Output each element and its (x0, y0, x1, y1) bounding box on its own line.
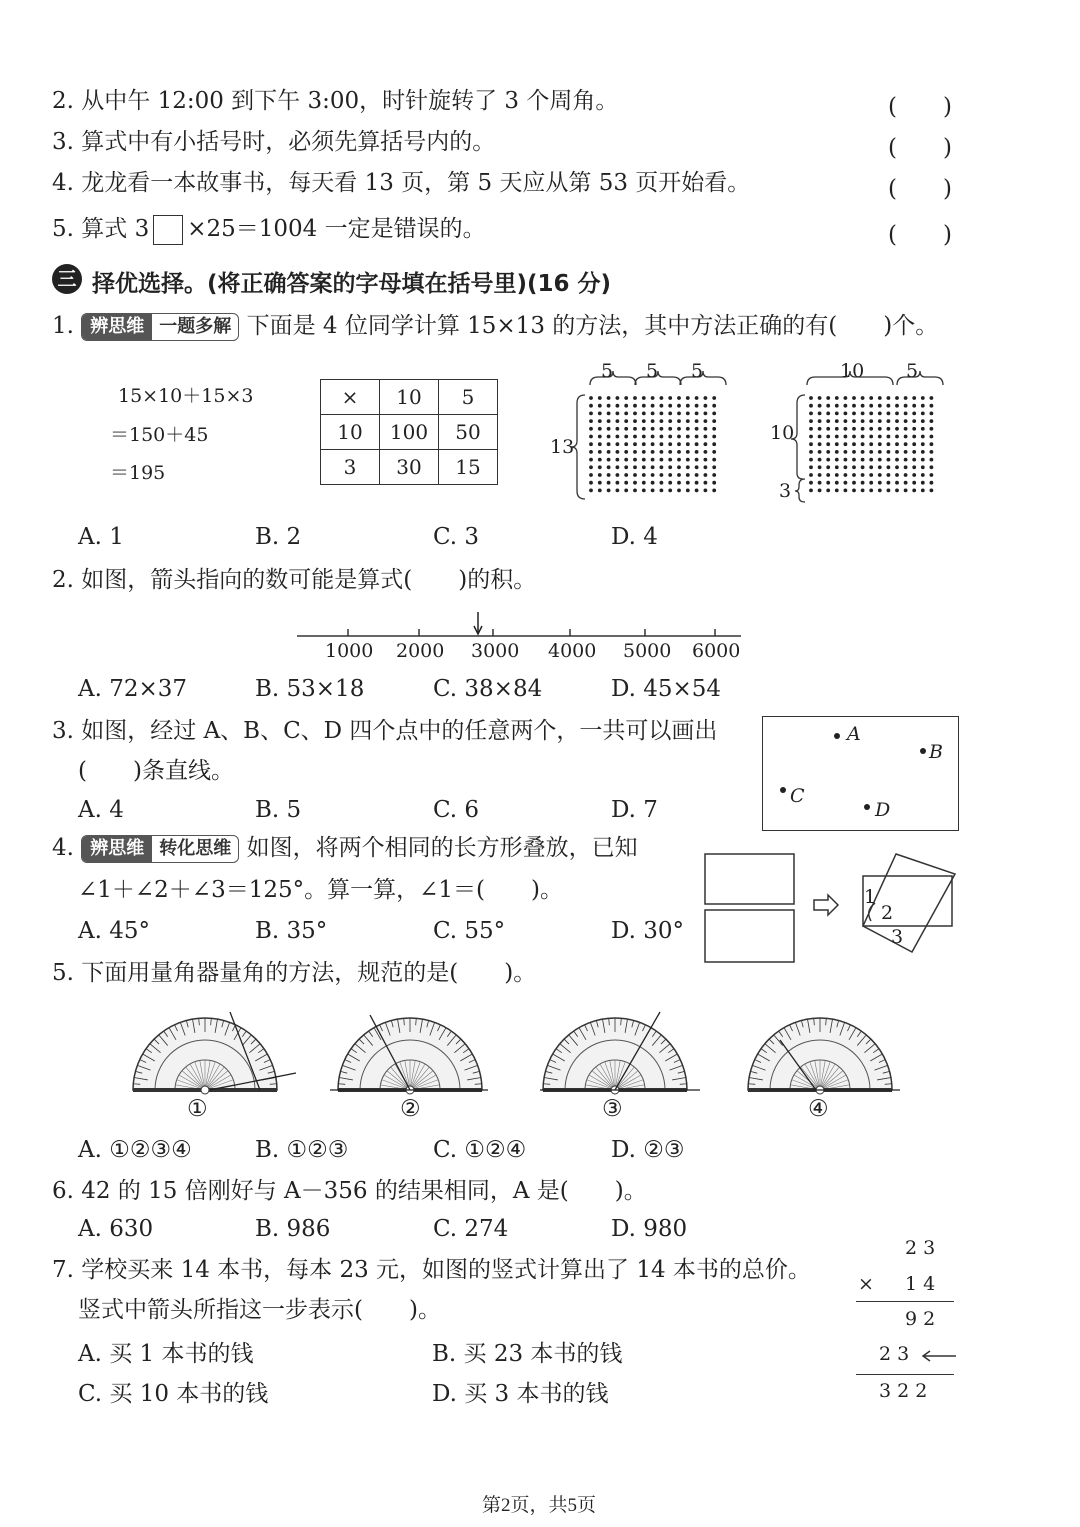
calc-line: ＝195 (110, 462, 166, 484)
figure-label: ② (400, 1096, 421, 1122)
option-c[interactable]: C. 3 (433, 524, 480, 550)
option-c[interactable]: C. ①②④ (433, 1137, 527, 1163)
option-d[interactable]: D. 4 (611, 524, 658, 550)
brace-label: 13 (550, 436, 575, 458)
answer-paren[interactable]: ( ) (888, 135, 952, 161)
vertical-row: 2 3 (879, 1343, 910, 1365)
option-b[interactable]: B. 买 23 本书的钱 (432, 1341, 623, 1367)
figure-label: ④ (808, 1096, 829, 1122)
angle-label: 2 (881, 902, 894, 924)
divider-line (856, 1301, 954, 1302)
q5-text: 5. 下面用量角器量角的方法，规范的是( )。 (52, 960, 537, 986)
table-cell: 3 (321, 450, 380, 485)
table-cell: 100 (380, 415, 439, 450)
option-a[interactable]: A. 630 (78, 1216, 154, 1242)
judge-q4: 4. 龙龙看一本故事书，每天看 13 页，第 5 天应从第 53 页开始看。 (52, 170, 751, 196)
brace-label: 5 (601, 360, 614, 382)
brace-label: 5 (906, 360, 919, 382)
point-label: C (790, 785, 805, 807)
table-cell: 10 (321, 415, 380, 450)
table-cell: 50 (439, 415, 498, 450)
calc-line: ＝150＋45 (110, 424, 209, 446)
calc-line: 15×10＋15×3 (118, 385, 254, 407)
angle-label: 3 (891, 926, 904, 948)
q2-text: 2. 如图，箭头指向的数可能是算式( )的积。 (52, 567, 537, 593)
vertical-row: 3 2 2 (879, 1380, 928, 1402)
option-b[interactable]: B. 986 (255, 1216, 331, 1242)
option-a[interactable]: A. 买 1 本书的钱 (78, 1341, 254, 1367)
brace-label: 5 (646, 360, 659, 382)
option-a[interactable]: A. 45° (78, 918, 150, 944)
tag-label: 辨思维 (82, 836, 152, 862)
tick-label: 4000 (548, 640, 597, 662)
tag-sublabel: 转化思维 (159, 838, 232, 859)
judge-q3: 3. 算式中有小括号时，必须先算括号内的。 (52, 129, 496, 155)
judge-q5-post: ×25＝1004 一定是错误的。 (187, 216, 486, 242)
point-label: D (875, 799, 891, 821)
option-b[interactable]: B. 53×18 (255, 676, 365, 702)
option-d[interactable]: D. ②③ (611, 1137, 685, 1163)
option-a[interactable]: A. ①②③④ (78, 1137, 192, 1163)
figure-label: ③ (602, 1096, 623, 1122)
option-c[interactable]: C. 6 (433, 797, 480, 823)
q6-text: 6. 42 的 15 倍刚好与 A－356 的结果相同，A 是( )。 (52, 1178, 647, 1204)
table-cell: 5 (439, 380, 498, 415)
tick-label: 1000 (325, 640, 374, 662)
answer-paren[interactable]: ( ) (888, 176, 952, 202)
option-d[interactable]: D. 买 3 本书的钱 (432, 1381, 609, 1407)
q4-line2: ∠1＋∠2＋∠3＝125°。算一算，∠1＝( )。 (78, 877, 563, 903)
brace-label: 10 (840, 360, 865, 382)
brace-label: 3 (779, 480, 792, 502)
option-a[interactable]: A. 72×37 (78, 676, 188, 702)
option-a[interactable]: A. 4 (78, 797, 124, 823)
option-d[interactable]: D. 45×54 (611, 676, 722, 702)
q3-line1: 3. 如图，经过 A、B、C、D 四个点中的任意两个，一共可以画出 (52, 718, 718, 744)
option-b[interactable]: B. 35° (255, 918, 328, 944)
judge-q5-pre: 5. 算式 3 (52, 216, 150, 242)
option-b[interactable]: B. 5 (255, 797, 302, 823)
option-a[interactable]: A. 1 (78, 524, 124, 550)
point-label: B (929, 741, 943, 763)
vertical-row: 1 4 (905, 1273, 936, 1295)
option-d[interactable]: D. 30° (611, 918, 685, 944)
brace-label: 5 (691, 360, 704, 382)
tag-label: 辨思维 (82, 314, 152, 340)
answer-paren[interactable]: ( ) (888, 222, 952, 248)
table-cell: × (321, 380, 380, 415)
option-c[interactable]: C. 55° (433, 918, 506, 944)
divider-line (856, 1374, 954, 1375)
option-d[interactable]: D. 980 (611, 1216, 688, 1242)
page-footer: 第2页，共5页 (482, 1495, 597, 1516)
figure-label: ① (187, 1096, 208, 1122)
tick-label: 3000 (471, 640, 520, 662)
section-title: 择优选择。(将正确答案的字母填在括号里)(16 分) (92, 271, 612, 297)
option-b[interactable]: B. 2 (255, 524, 302, 550)
tick-label: 6000 (692, 640, 741, 662)
tick-label: 5000 (623, 640, 672, 662)
table-cell: 15 (439, 450, 498, 485)
q1-number: 1. (52, 313, 74, 339)
q4-text: 如图，将两个相同的长方形叠放，已知 (246, 835, 638, 861)
option-c[interactable]: C. 274 (433, 1216, 509, 1242)
q3-line2: ( )条直线。 (78, 758, 234, 784)
q7-line1: 7. 学校买来 14 本书，每本 23 元，如图的竖式计算出了 14 本书的总价。 (52, 1257, 811, 1283)
tick-label: 2000 (396, 640, 445, 662)
times-sign: × (858, 1273, 874, 1295)
answer-paren[interactable]: ( ) (888, 94, 952, 120)
arrow-left-icon (920, 1348, 958, 1364)
point-label: A (847, 723, 861, 745)
option-c[interactable]: C. 买 10 本书的钱 (78, 1381, 269, 1407)
brace-label: 10 (770, 422, 795, 444)
vertical-row: 2 3 (905, 1237, 936, 1259)
tag-sublabel: 一题多解 (159, 316, 232, 337)
vertical-row: 9 2 (905, 1308, 936, 1330)
q7-line2: 竖式中箭头所指这一步表示( )。 (78, 1297, 441, 1323)
option-c[interactable]: C. 38×84 (433, 676, 543, 702)
option-b[interactable]: B. ①②③ (255, 1137, 349, 1163)
section-number-icon: 三 (52, 264, 82, 294)
angle-label: 1 (864, 886, 877, 908)
option-d[interactable]: D. 7 (611, 797, 658, 823)
table-cell: 10 (380, 380, 439, 415)
judge-q2: 2. 从中午 12:00 到下午 3:00，时针旋转了 3 个周角。 (52, 88, 619, 114)
table-cell: 30 (380, 450, 439, 485)
q1-text: 下面是 4 位同学计算 15×13 的方法，其中方法正确的有( )个。 (246, 313, 939, 339)
q4-number: 4. (52, 835, 74, 861)
